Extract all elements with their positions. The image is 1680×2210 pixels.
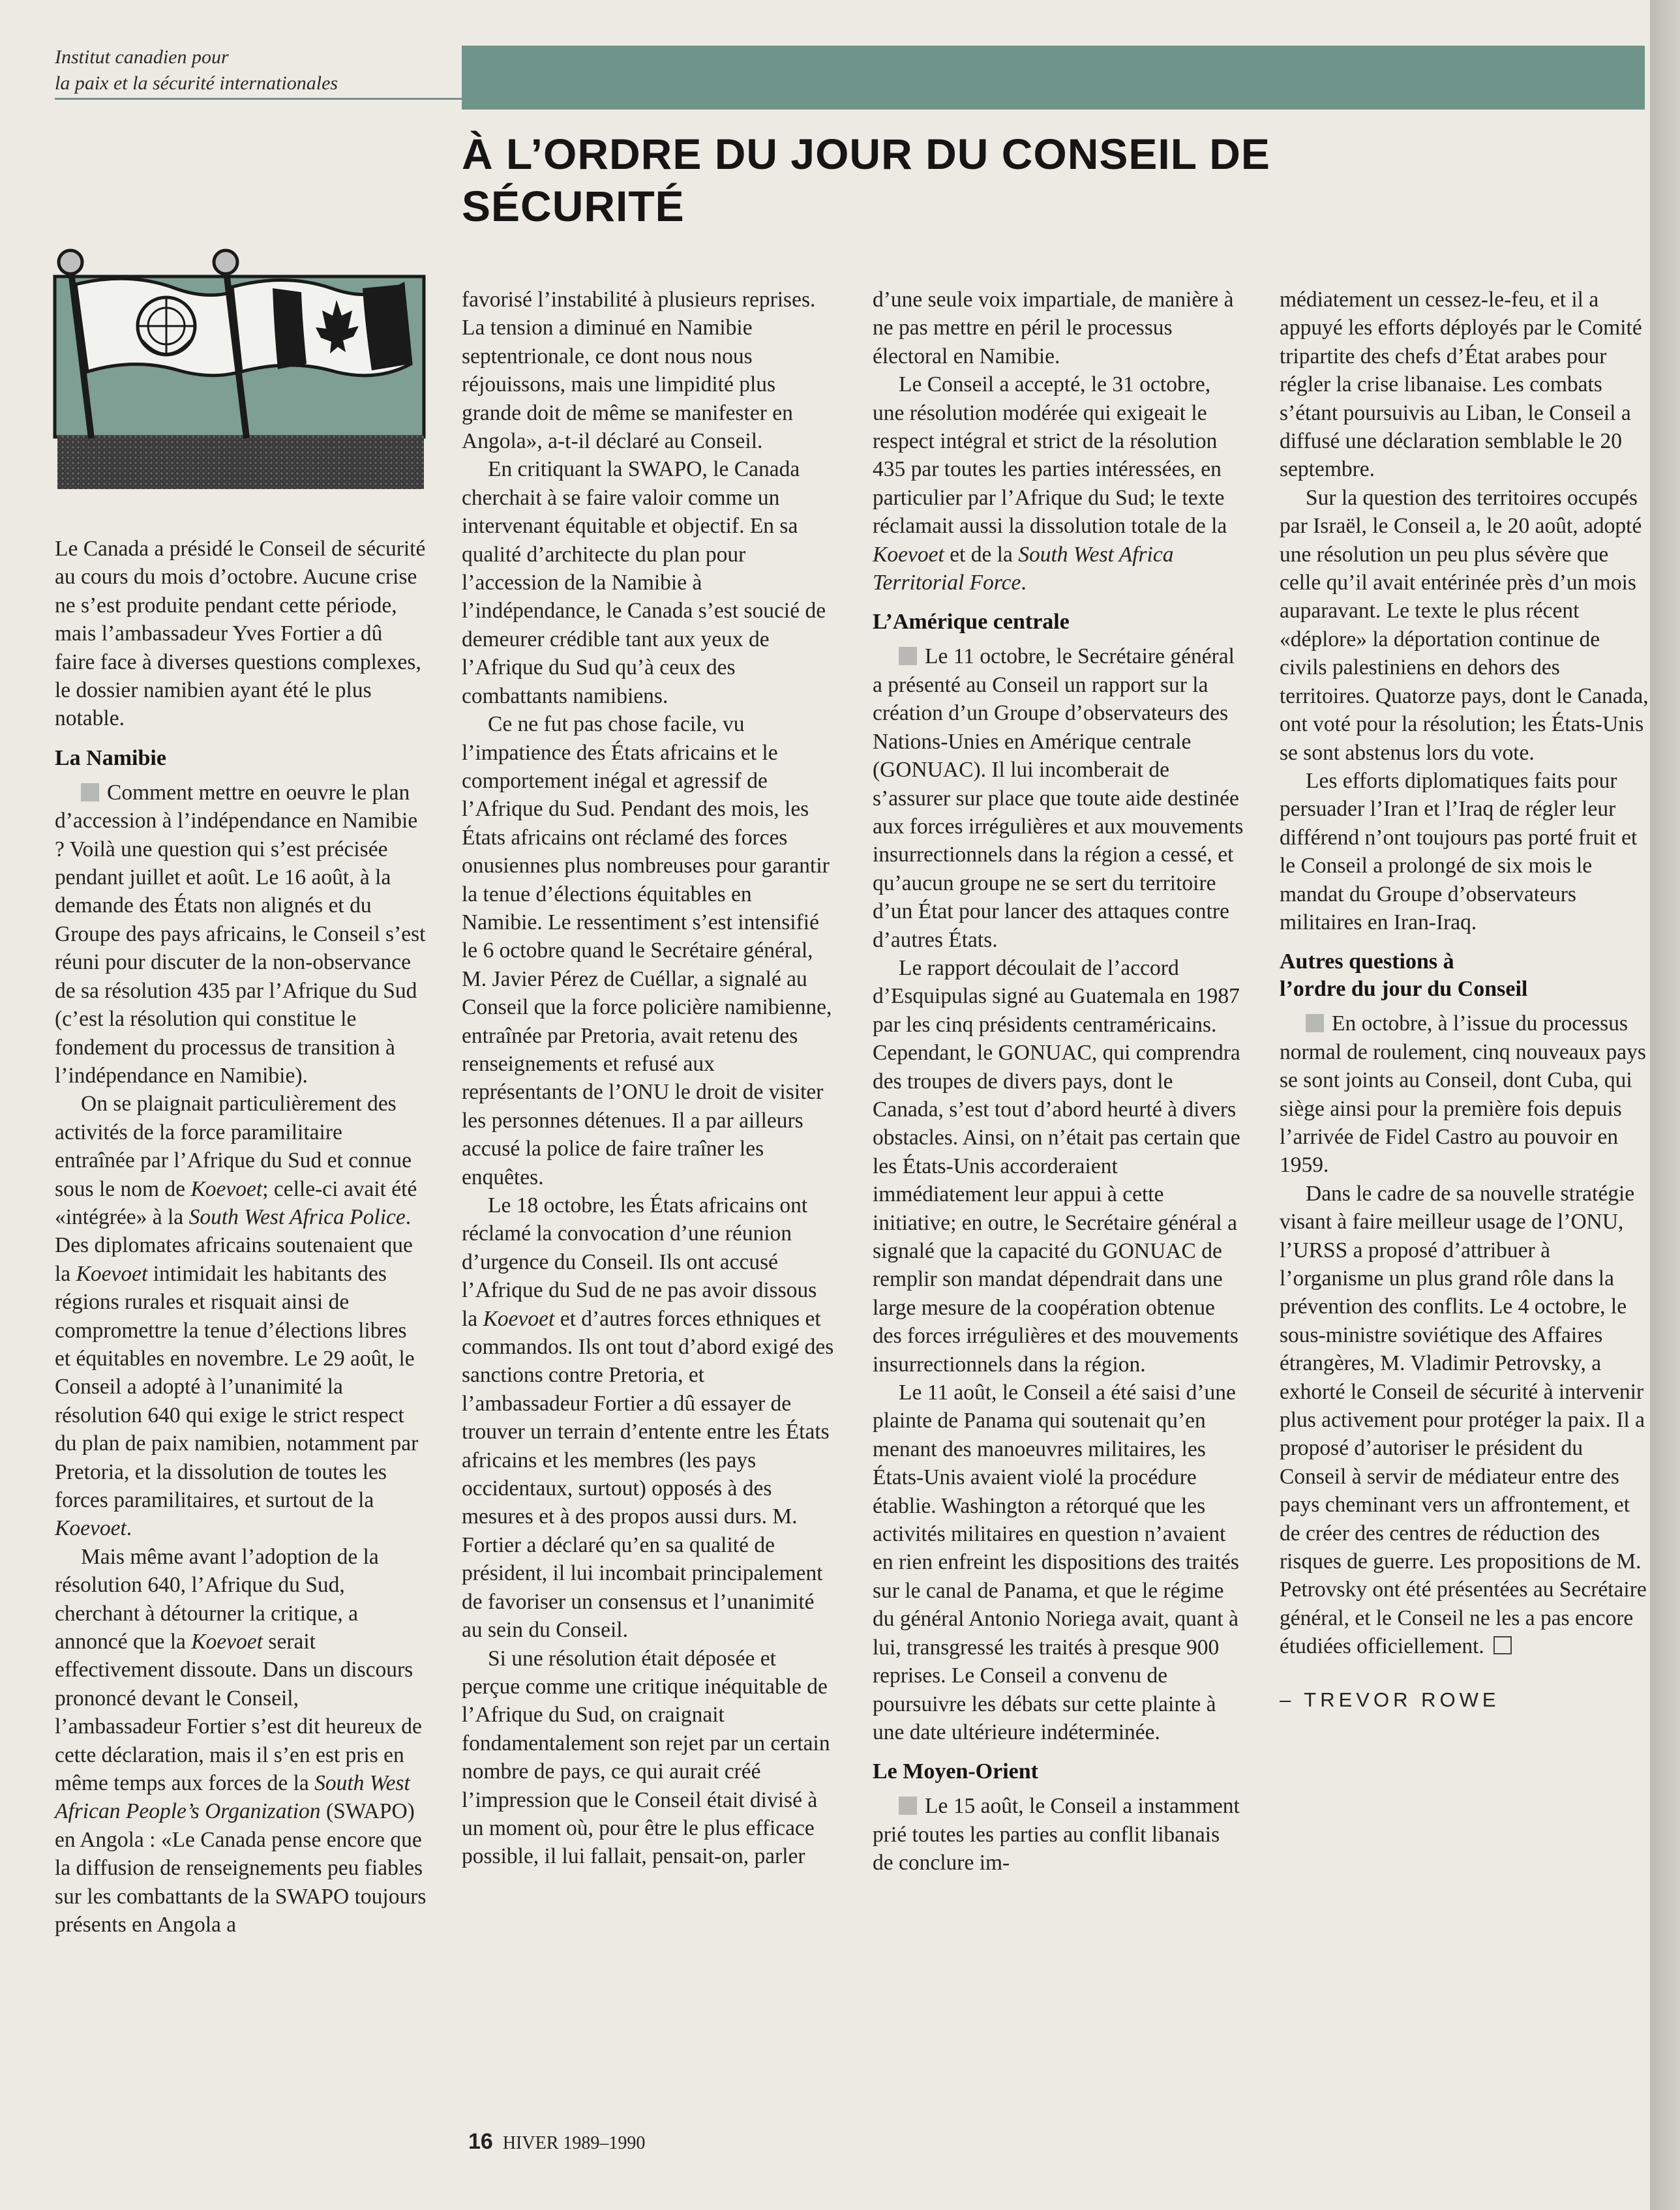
paragraph: Le 11 août, le Conseil a été saisi d’une plainte de Panama qui soutenait qu’en menant des manoeuvres militaires, les États-Unis avaient violé la procédure établie. Washington a rétorqué que les activités militaires en question n’avaient en rien enfreint les dispositions des traités sur le canal de Panama, et que le régime du général Antonio Noriega avait, quant à lui, transgressé les traités à presque 900 reprises. Le Conseil a convenu de poursuivre les débats sur cette plainte à une date ultérieure indéterminée. [873,1381,1239,1744]
issue-label: HIVER 1989–1990 [502,2133,646,2153]
paragraph: Ce ne fut pas chose facile, vu l’impatience des États africains et le comportement inégal et agressif de l’Afrique du Sud. Pendant des mois, les États africains ont réclamé des forces onusiennes plus nombreuses pour garantir la tenue d’élections équitables en Namibie. Le ressentiment s’est intensifié le 6 octobre quand le Secrétaire général, M. Javier Pérez de Cuéllar, a signalé au Conseil que la force policière namibienne, entraînée par Pretoria, avait retenu des renseignements et refusé aux représentants de l’ONU le droit de visiter les personnes détenues. Il a par ailleurs accusé la police de faire traîner les enquêtes. [462,712,832,1189]
header-accent-bar [462,46,1645,110]
article-title: À L’ORDRE DU JOUR DU CONSEIL DE SÉCURITÉ [462,130,1270,230]
section-heading-middle-east: Le Moyen-Orient [873,1759,1038,1784]
paragraph: Le 15 août, le Conseil a instamment prié toutes les parties au conflit libanais de conclure im- [873,1794,1240,1875]
paragraph: Comment mettre en oeuvre le plan d’accession à l’indépendance en Namibie ? Voilà une question qui s’est précisée pendant juillet et août. Le 16 août, à la demande des États non alignés et du Groupe des pays africains, le Conseil s’est réuni pour discuter de la non-observance de sa résolution 435 par l’Afrique du Sud (c’est la résolution qui constitue le fondement du processus de transition à l’indépendance en Namibie). [55,780,426,1088]
column-2 [462,286,835,1871]
paragraph: Sur la question des territoires occupés par Israël, le Conseil a, le 20 août, adopté une résolution un peu plus sévère que celle qu’il avait entérinée près d’un mois auparavant. Le texte le plus récent «déplore» la déportation continue de civils palestiniens en dehors des territoires. Quatorze pays, dont le Canada, ont voté pour la résolution; les États-Unis se sont abstenus lors du vote. [1280,485,1649,765]
end-of-article-icon [1493,1636,1512,1654]
column-3 [873,286,1246,1877]
paragraph: médiatement un cessez-le-feu, et il a appuyé les efforts déployés par le Comité tripartite des chefs d’État arabes pour régler la crise libanaise. Les combats s’étant poursuivis au Liban, le Conseil a diffusé une déclaration semblable le 20 septembre. [1280,288,1642,482]
section-heading-other-issues: Autres questions à l’ordre du jour du Conseil [1280,949,1528,1002]
paragraph: Le 11 octobre, le Secrétaire général a présenté au Conseil un rapport sur la création d’un Groupe d’observateurs des Nations-Unies en Amérique centrale (GONUAC). Il lui incomberait de s’assurer sur place que toute aide destinée aux forces irrégulières et aux mouvements insurrectionnels dans la région a cessé, et qu’aucun groupe ne se sert du territoire d’un État pour lancer des attaques contre d’autres États. [873,644,1244,952]
paragraph: Dans le cadre de sa nouvelle stratégie visant à faire meilleur usage de l’ONU, l’URSS a proposé d’attribuer à l’organisme un plus grand rôle dans la prévention des conflits. Le 4 octobre, le sous-ministre soviétique des Affaires étrangères, M. Vladimir Petrovsky, a exhorté le Conseil de sécurité à intervenir plus activement pour protéger la paix. Il a proposé d’autoriser le président du Conseil à servir de médiateur entre des pays cheminant vers un affrontement, et de créer des centres de réduction des risques de guerre. Les propositions de M. Petrovsky ont été présentées au Secrétaire général, et le Conseil ne les a pas encore étudiées officiellement. [1280,1181,1647,1659]
column-4 [1280,286,1649,1714]
paragraph: Si une résolution était déposée et perçue comme une critique inéquitable de l’Afrique du Sud, on craignait fondamentalement son rejet par un certain nombre de pays, ce qui aurait créé l’impression que le Conseil était divisé à un moment où, pour être le plus efficace possible, il lui fallait, pensait-on, parler [462,1646,830,1869]
section-marker-icon [1306,1014,1324,1032]
institute-line-1: Institut canadien pour [55,46,229,68]
paragraph: Mais même avant l’adoption de la résolution 640, l’Afrique du Sud, cherchant à détourner la critique, a annoncé que la Koevoet serait effectivement dissoute. Dans un discours prononcé devant le Conseil, l’ambassadeur Fortier s’est dit heureux de cette déclaration, mais il s’en est pris en même temps aux forces de la South West African People’s Organization (SWAPO) en Angola : «Le Canada pense encore que la diffusion de renseignements peu fiables sur les combattants de la SWAPO toujours présents en Angola a [55,1544,427,1937]
paragraph: Le 18 octobre, les États africains ont réclamé la convocation d’une réunion d’urgence du Conseil. Ils ont accusé l’Afrique du Sud de ne pas avoir dissous la Koevoet et d’autres forces ethniques et commandos. Ils ont tout d’abord exigé des sanctions contre Pretoria, et l’ambassadeur Fortier a dû essayer de trouver un terrain d’entente entre les États africains et les membres (les pays occidentaux, surtout) opposés à des mesures et à des propos aussi durs. M. Fortier a déclaré qu’en sa qualité de président, il lui incombait principalement de favoriser un consensus et l’unanimité au sein du Conseil. [462,1193,834,1643]
section-heading-central-america: L’Amérique centrale [873,610,1070,635]
paragraph: Les efforts diplomatiques faits pour persuader l’Iran et l’Iraq de régler leur différend n’ont toujours pas porté fruit et le Conseil a prolongé de six mois le mandat du Groupe d’observateurs militaires en Iran-Iraq. [1280,768,1638,934]
flags-icon [51,243,429,503]
paragraph: Le rapport découlait de l’accord d’Esquipulas signé au Guatemala en 1987 par les cinq présidents centraméricains. Cependant, le GONUAC, qui comprendra des troupes de divers pays, dont le Canada, s’est tout d’abord heurté à divers obstacles. Ainsi, on n’était pas certain que les États-Unis accorderaient immédiatement leur appui à cette initiative; en outre, le Secrétaire général a signalé que la capacité du GONUAC de remplir son mandat dépendrait dans une large mesure de la coopération obtenue des forces irrégulières et des mouvements insurrectionnels dans la région. [873,955,1240,1377]
column-1 [55,535,427,1939]
paragraph: favorisé l’instabilité à plusieurs reprises. La tension a diminué en Namibie septentrionale, ce dont nous nous réjouissons, mais une limpidité plus grande doit de même se manifester en Angola», a-t-il déclaré au Conseil. [462,288,816,454]
paragraph: En octobre, à l’issue du processus normal de roulement, cinq nouveaux pays se sont joints au Conseil, dont Cuba, qui siège ainsi pour la première fois depuis l’arrivée de Fidel Castro au pouvoir en 1959. [1280,1011,1646,1178]
section-marker-icon [899,1797,917,1815]
paragraph: d’une seule voix impartiale, de manière à ne pas mettre en péril le processus électoral en Namibie. [873,288,1234,368]
page-footer [468,2129,645,2155]
section-marker-icon [899,647,917,665]
paragraph: On se plaignait particulièrement des activités de la force paramilitaire entraînée par l’Afrique du Sud et connue sous le nom de Koevoet; celle-ci avait été «intégrée» à la South West Africa Police. Des diplomates africains soutenaient que la Koevoet intimidait les habitants des régions rurales et risquait ainsi de compromettre la tenue d’élections libres et équitables en novembre. Le 29 août, le Conseil a adopté à l’unanimité la résolution 640 qui exige le strict respect du plan de paix namibien, notamment par Pretoria, et la dissolution de toutes les forces paramilitaires, et surtout de la Koevoet. [55,1092,419,1541]
page-edge [1650,0,1680,2210]
page-number: 16 [468,2129,493,2154]
paragraph: Le Conseil a accepté, le 31 octobre, une résolution modérée qui exigeait le respect intégral et strict de la résolution 435 par toutes les parties intéressées, en particulier par l’Afrique du Sud; le texte réclamait aussi la dissolution totale de la Koevoet et de la South West Africa Territorial Force. [873,372,1227,595]
flags-illustration [51,243,429,503]
paragraph: En critiquant la SWAPO, le Canada cherchait à se faire valoir comme un intervenant équitable et objectif. En sa qualité d’architecte du plan pour l’accession de la Namibie à l’indépendance, le Canada s’est soucié de demeurer crédible tant aux yeux de l’Afrique du Sud qu’à ceux des combattants namibiens. [462,457,826,708]
institute-line-2: la paix et la sécurité internationales [55,72,338,94]
header-rule [55,98,462,100]
institute-header [55,44,446,97]
section-heading-namibia: La Namibie [55,745,166,770]
intro-paragraph: Le Canada a présidé le Conseil de sécurité au cours du mois d’octobre. Aucune crise ne s’est produite pendant cette période, mais l’ambassadeur Yves Fortier a dû faire face à diverses questions complexes, le dossier namibien ayant été le plus notable. [55,537,426,731]
byline: – TREVOR ROWE [1280,1688,1500,1711]
section-marker-icon [81,783,99,801]
